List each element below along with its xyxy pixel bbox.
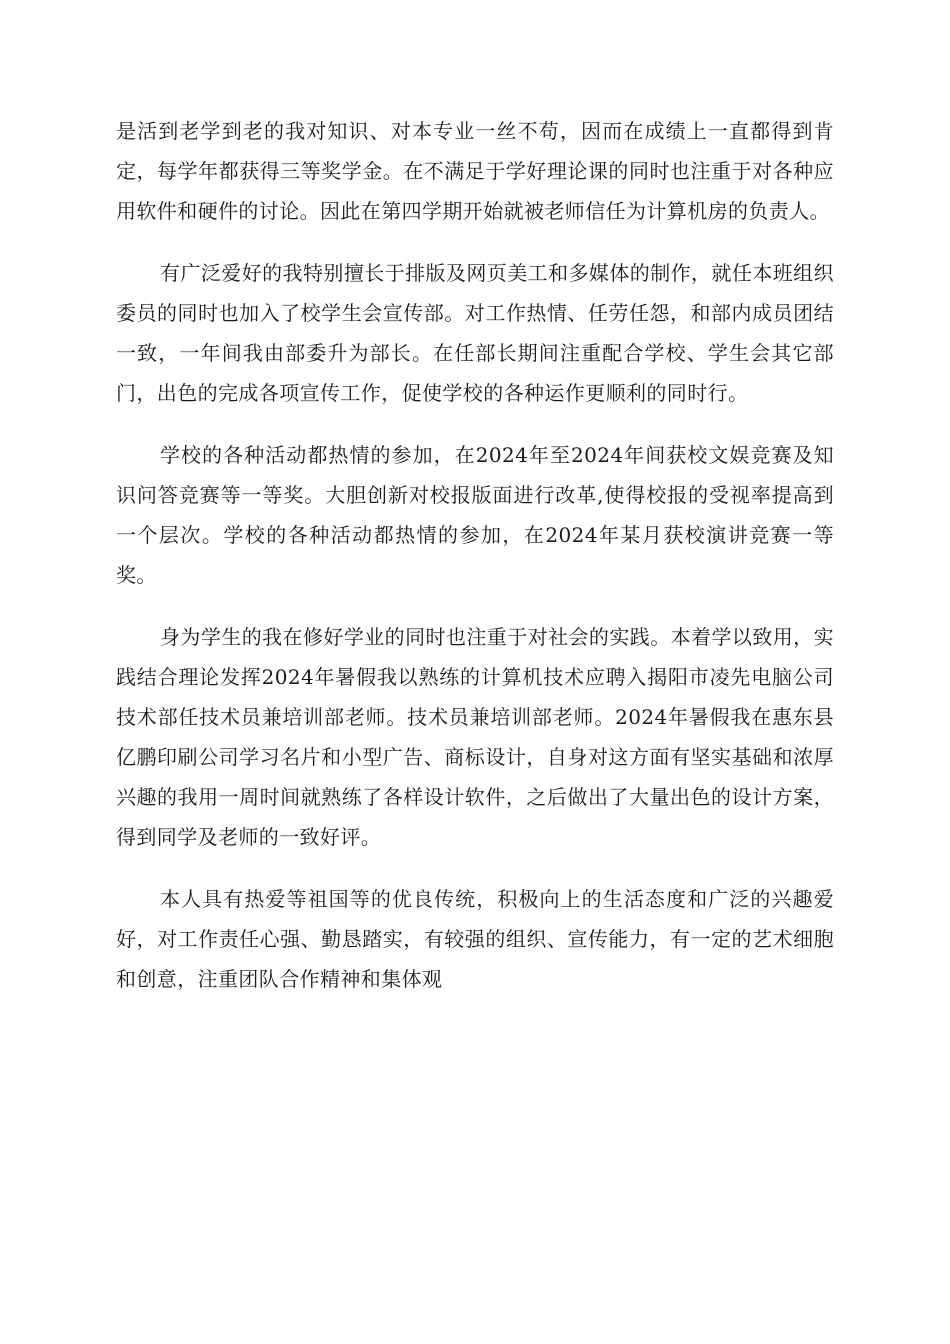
paragraph-5: 本人具有热爱等祖国等的优良传统，积极向上的生活态度和广泛的兴趣爱好，对工作责任心强、勤恳踏实，有较强的组织、宣传能力，有一定的艺术细胞和创意，注重团队合作精神和集体观 — [116, 887, 834, 991]
paragraph-1: 是活到老学到老的我对知识、对本专业一丝不苟，因而在成绩上一直都得到肯定，每学年都获得三等奖学金。在不满足于学好理论课的同时也注重于对各种应用软件和硬件的讨论。因此在第四学期开始就被老师信任为计算机房的负责人。 — [116, 119, 834, 223]
paragraph-4: 身为学生的我在修好学业的同时也注重于对社会的实践。本着学以致用，实践结合理论发挥2024年暑假我以熟练的计算机技术应聘入揭阳市凌先电脑公司技术部任技术员兼培训部老师。技术员兼培训部老师。2024年暑假我在惠东县亿鹏印刷公司学习名片和小型广告、商标设计，自身对这方面有坚实基础和浓厚兴趣的我用一周时间就熟练了各样设计软件，之后做出了大量出色的设计方案，得到同学及老师的一致好评。 — [116, 625, 834, 849]
paragraph-3: 学校的各种活动都热情的参加，在2024年至2024年间获校文娱竞赛及知识问答竞赛等一等奖。大胆创新对校报版面进行改革,使得校报的受视率提高到一个层次。学校的各种活动都热情的参加，在2024年某月获校演讲竞赛一等奖。 — [116, 443, 834, 587]
paragraph-2: 有广泛爱好的我特别擅长于排版及网页美工和多媒体的制作，就任本班组织委员的同时也加入了校学生会宣传部。对工作热情、任劳任怨，和部内成员团结一致，一年间我由部委升为部长。在任部长期间注重配合学校、学生会其它部门，出色的完成各项宣传工作，促使学校的各种运作更顺利的同时行。 — [116, 261, 834, 405]
document-body — [116, 111, 834, 1021]
